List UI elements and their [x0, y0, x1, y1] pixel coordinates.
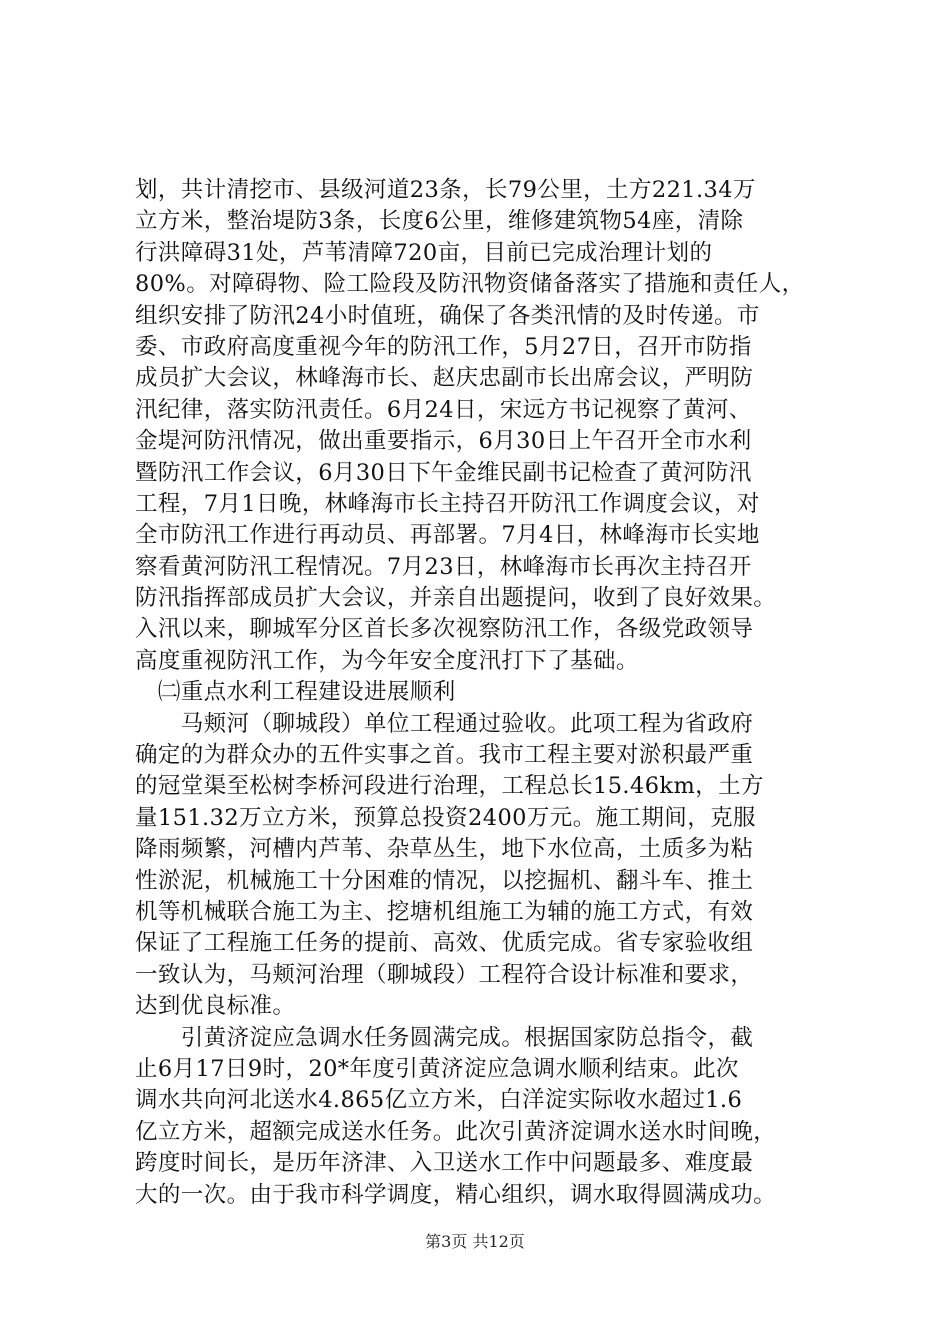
- text-line: 马颊河（聊城段）单位工程通过验收。此项工程为省政府: [135, 710, 754, 737]
- text-line: 防汛指挥部成员扩大会议，并亲自出题提问，收到了良好效果。: [135, 585, 777, 612]
- text-line: 引黄济淀应急调水任务圆满完成。根据国家防总指令，截: [135, 1024, 754, 1051]
- text-line: 组织安排了防汛24小时值班，确保了各类汛情的及时传递。市: [135, 302, 760, 329]
- text-line: 入汛以来，聊城军分区首长多次视察防汛工作，各级党政领导: [135, 616, 754, 643]
- text-line: 立方米，整治堤防3条，长度6公里，维修建筑物54座，清除: [135, 208, 744, 235]
- page-number-footer: 第3页 共12页: [425, 1232, 525, 1251]
- text-line: 行洪障碍31处，芦苇清障720亩，目前已完成治理计划的: [135, 239, 713, 266]
- text-line: 跨度时间长，是历年济津、入卫送水工作中问题最多、难度最: [135, 1150, 754, 1177]
- text-line: 成员扩大会议，林峰海市长、赵庆忠副市长出席会议，严明防: [135, 365, 754, 392]
- text-line: 确定的为群众办的五件实事之首。我市工程主要对淤积最严重: [135, 742, 754, 769]
- text-line: 调水共向河北送水4.865亿立方米，白洋淀实际收水超过1.6: [135, 1087, 743, 1114]
- text-line: 划，共计清挖市、县级河道23条，长79公里，土方221.34万: [135, 177, 756, 203]
- text-line: 保证了工程施工任务的提前、高效、优质完成。省专家验收组: [135, 930, 754, 957]
- section-heading: ㈡重点水利工程建设进展顺利: [135, 679, 456, 706]
- text-line: 大的一次。由于我市科学调度，精心组织，调水取得圆满成功。: [135, 1181, 777, 1208]
- text-line: 察看黄河防汛工程情况。7月23日，林峰海市长再次主持召开: [135, 553, 752, 580]
- text-line: 金堤河防汛情况，做出重要指示，6月30日上午召开全市水利: [135, 428, 752, 455]
- document-body: [135, 175, 835, 1211]
- text-line: 机等机械联合施工为主、挖塘机组施工为辅的施工方式，有效: [135, 898, 754, 925]
- text-line: 量151.32万立方米，预算总投资2400万元。施工期间，克服: [135, 804, 756, 831]
- text-line: 汛纪律，落实防汛责任。6月24日，宋远方书记视察了黄河、: [135, 396, 752, 423]
- text-line: 工程，7月1日晚，林峰海市长主持召开防汛工作调度会议，对: [135, 490, 760, 517]
- text-line: 降雨频繁，河槽内芦苇、杂草丛生，地下水位高，土质多为粘: [135, 836, 754, 863]
- text-line: 暨防汛工作会议，6月30日下午金维民副书记检查了黄河防汛: [135, 459, 752, 486]
- text-line: 达到优良标准。: [135, 993, 296, 1020]
- text-line: 的冠堂渠至松树李桥河段进行治理，工程总长15.46km，土方: [135, 773, 764, 800]
- text-line: 全市防汛工作进行再动员、再部署。7月4日，林峰海市长实地: [135, 522, 760, 549]
- text-line: 委、市政府高度重视今年的防汛工作，5月27日，召开市防指: [135, 333, 752, 360]
- text-line: 性淤泥，机械施工十分困难的情况，以挖掘机、翻斗车、推土: [135, 867, 754, 894]
- text-line: 止6月17日9时，20*年度引黄济淀应急调水顺利结束。此次: [135, 1055, 739, 1082]
- text-line: 80%。对障碍物、险工险段及防汛物资储备落实了措施和责任人，: [135, 271, 805, 298]
- text-line: 一致认为，马颊河治理（聊城段）工程符合设计标准和要求，: [135, 961, 754, 988]
- text-line: 亿立方米，超额完成送水任务。此次引黄济淀调水送水时间晚，: [135, 1118, 777, 1145]
- text-line: 高度重视防汛工作，为今年安全度汛打下了基础。: [135, 647, 639, 674]
